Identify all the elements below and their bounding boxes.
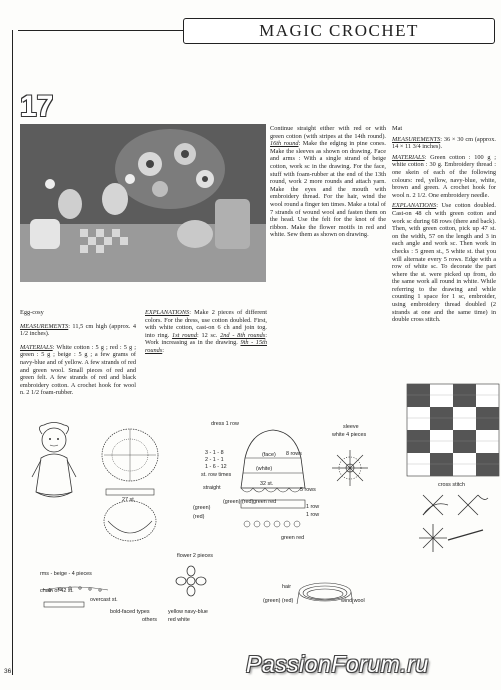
label-chain: chain of 42 st. xyxy=(40,588,74,594)
label-hair: hair xyxy=(282,584,291,590)
label-green-red-1: (green) (red) xyxy=(223,499,254,505)
mat-section: Mat MEASUREMENTS: 36 × 30 cm (approx. 14 × 11 3/4 inches). MATERIALS: Green cotton : 100 g ; white cotton : 30 g. Embroidery thread : one skein of each of the following colours: red, yellow, navy-blue, white, brown and green. A crochet hook for wool n. 2 1/2. One embroidery needle. EXPLANATIONS: Use cotton doubled. Cast-on 48 ch with green cotton and work sc during 68 rows (there and back). Then, with green cotton, pick up 47 st. on the width, 57 on the length and 3 in each angle and work sc. Then work in checks : 5 green st., 5 white st. that you will alternate every 5 rows. Edge with a row of white sc. To decorate the part where the st. were picked up from, do the same work all round in white. While referring to the drawing and while counting 1 space for 1 sc, embroider, using embroidery thread doubled (2 strands at one and the same time) in double cross stitch. xyxy=(392,125,496,324)
label-cross-stitch: cross stitch xyxy=(438,482,465,488)
cross-stitch-diagram xyxy=(418,490,498,560)
label-red-white: red white xyxy=(168,617,190,623)
label-dress: dress 1 row xyxy=(211,421,239,427)
flower-diagram xyxy=(176,566,206,596)
label-arms: rms - beige - 4 pieces xyxy=(40,571,92,577)
label-rows-2: 2 - 1 - 1 xyxy=(205,457,224,463)
left-margin-rule xyxy=(12,30,13,675)
dress-chart xyxy=(98,425,162,545)
label-32-st: 32 st. xyxy=(260,481,274,487)
label-1-row-a: 1 row xyxy=(306,504,320,510)
materials-label: MATERIALS xyxy=(20,343,53,351)
label-green-red-bottom: green red xyxy=(281,535,305,541)
label-sleeve-sub: white 4 pieces xyxy=(332,432,367,438)
explanations-section: EXPLANATIONS: Make 2 pieces of different colors. For the dress, use cotton doubled. First, with white cotton, cast-on 6 ch and join tog. into ring. 1st round: 12 sc. 2nd - 8th rounds: Work increasing as in the drawing. 9th - 15th rounds: xyxy=(145,309,268,354)
page-number: 36 xyxy=(4,668,12,675)
label-straight: straight xyxy=(203,485,221,491)
watermark: PassionForum.ru xyxy=(246,651,429,677)
label-rows-1: 3 - 1 - 8 xyxy=(205,450,224,456)
header-rule-left xyxy=(18,30,183,31)
label-sleeve: sleeve xyxy=(343,424,359,430)
label-8-rows: 8 rows xyxy=(286,451,302,457)
hair-diagram xyxy=(295,580,355,610)
continuation-section: Continue straight either with red or with green cotton (with stripes at the 14th round). 16th round: Make the edging in pine cones. Make the sleeves as shown on drawing. Face and arms : With a single strand of beige cotton, work sc in the drawing. For the face, stuff with foam-rubber at the end of the 13th round, work 2 more rounds and attach yarn. Make the eyes and the mouth with embroidery thread. For the hair, wind the wool round a finger ten times. Make a total of 7 strands of wound wool and fasten them on the head. Use the felt for the knot of the ribbon. Make the flower motifs in red and white. Sew them as shown on drawing. xyxy=(270,125,386,239)
doll-illustration xyxy=(24,422,84,512)
egg-cosy-materials: MATERIALS: White cotton : 5 g ; red : 5 g ; green : 5 g ; beige : 5 g ; a few grams of navy-blue and of yellow. A few strands of red and green wool. Small pieces of red and green felt. A few strands of red and black embroidery cotton. A crochet hook for wool n. 2 1/2 foam-rubber. xyxy=(20,343,136,397)
arms-diagram xyxy=(40,580,110,610)
mat-title: Mat xyxy=(392,125,403,132)
explanations-label: EXPLANATIONS xyxy=(145,309,190,316)
sleeve-diagram xyxy=(330,448,370,488)
label-others: others xyxy=(142,617,157,623)
project-photo xyxy=(20,124,266,282)
measurements-label: MEASUREMENTS xyxy=(20,322,69,330)
label-face: (face) xyxy=(262,452,276,458)
label-green-row: (green) xyxy=(193,505,211,511)
label-white: (white) xyxy=(256,466,273,472)
header-title: MAGIC CROCHET xyxy=(183,18,495,44)
label-bold-faced: bold-faced types xyxy=(110,609,150,615)
label-yellow-navy: yellow navy-blue xyxy=(168,609,208,615)
label-green-red-hair: (green) (red) xyxy=(263,598,294,604)
egg-cosy-measurements: MEASUREMENTS: 11,5 cm high (approx. 4 1/2 inches). xyxy=(20,322,136,338)
label-st-row-times: st. row times xyxy=(201,472,232,478)
egg-cosy-title: Egg-cosy xyxy=(20,309,44,316)
label-red-row: (red) xyxy=(193,514,205,520)
label-5-rows: 5 rows xyxy=(300,487,316,493)
mat-check-diagram xyxy=(407,384,499,476)
egg-cosy-section xyxy=(20,309,136,403)
label-27-st: 27 st. xyxy=(122,497,136,503)
label-overcast: overcast st. xyxy=(90,597,118,603)
label-wind-wool: wind wool xyxy=(341,598,365,604)
label-1-row-b: 1 row xyxy=(306,512,320,518)
project-number: 17 xyxy=(20,90,54,123)
label-rows-3: 1 - 6 - 12 xyxy=(205,464,227,470)
label-flower: flower 2 pieces xyxy=(177,553,213,559)
label-green-red-2: green red xyxy=(253,499,277,505)
